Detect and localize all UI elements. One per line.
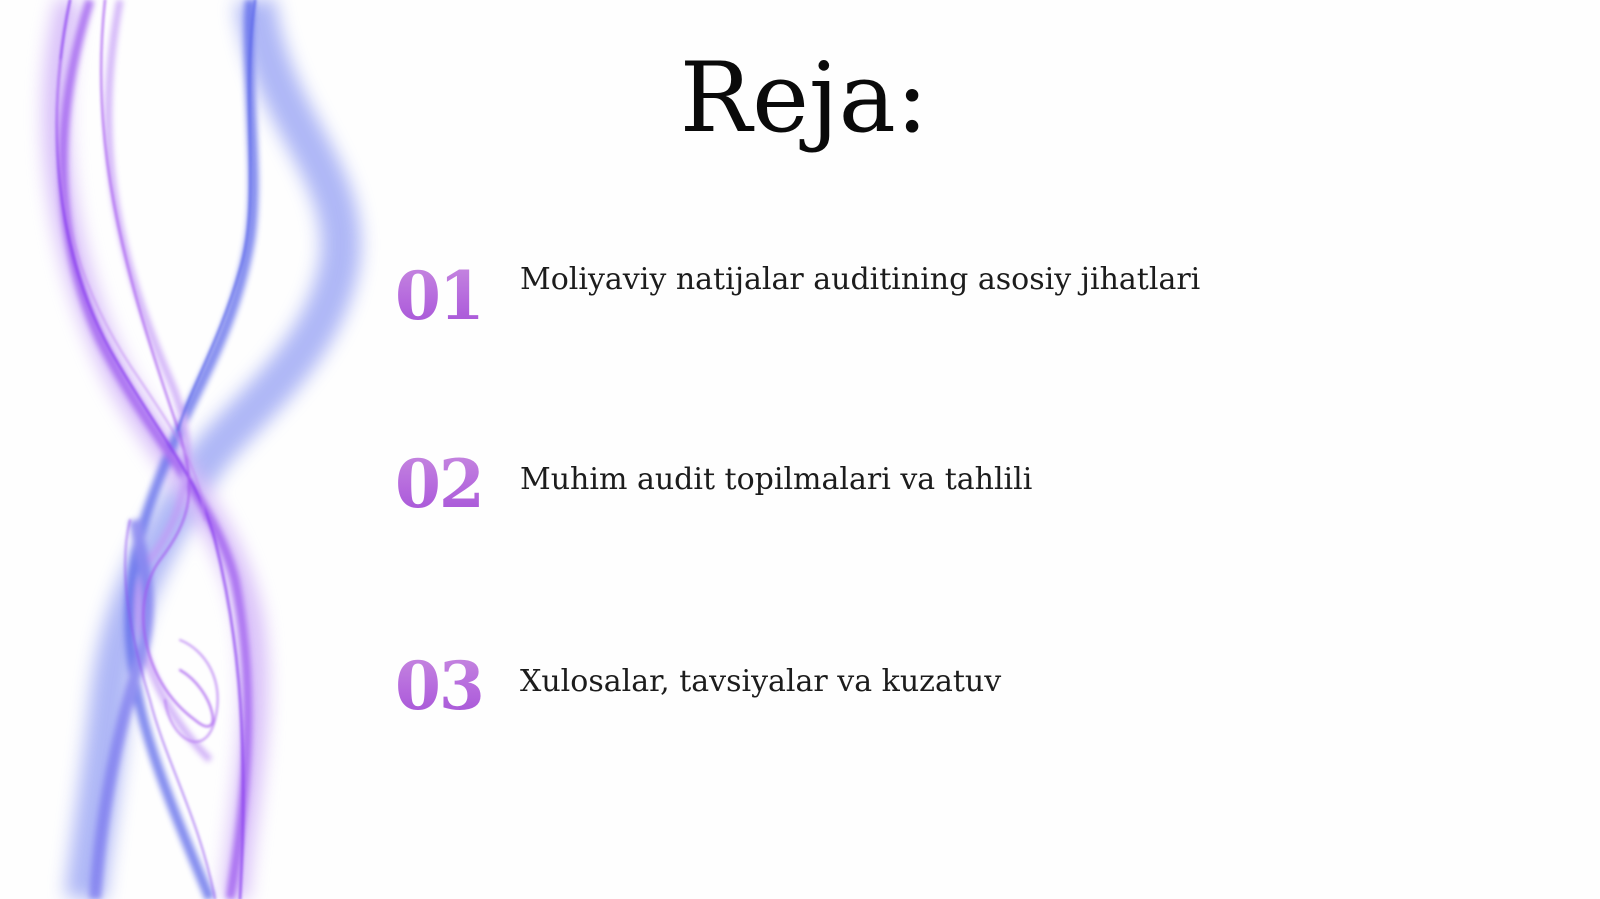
agenda-item-number: 01 xyxy=(395,257,483,335)
slide-title xyxy=(0,38,1600,158)
agenda-item-text: Muhim audit topilmalari va tahlili xyxy=(520,462,1033,497)
agenda-item-text: Moliyaviy natijalar auditining asosiy jihatlari xyxy=(520,262,1201,297)
agenda-item-number: 02 xyxy=(395,445,483,523)
slide-title-text: Reja: xyxy=(679,42,929,154)
agenda-item-2 xyxy=(395,444,1495,524)
agenda-item-number: 03 xyxy=(395,647,483,725)
agenda-item-text: Xulosalar, tavsiyalar va kuzatuv xyxy=(520,664,1002,699)
agenda-item-3 xyxy=(395,646,1495,726)
agenda-item-1 xyxy=(395,256,1495,336)
